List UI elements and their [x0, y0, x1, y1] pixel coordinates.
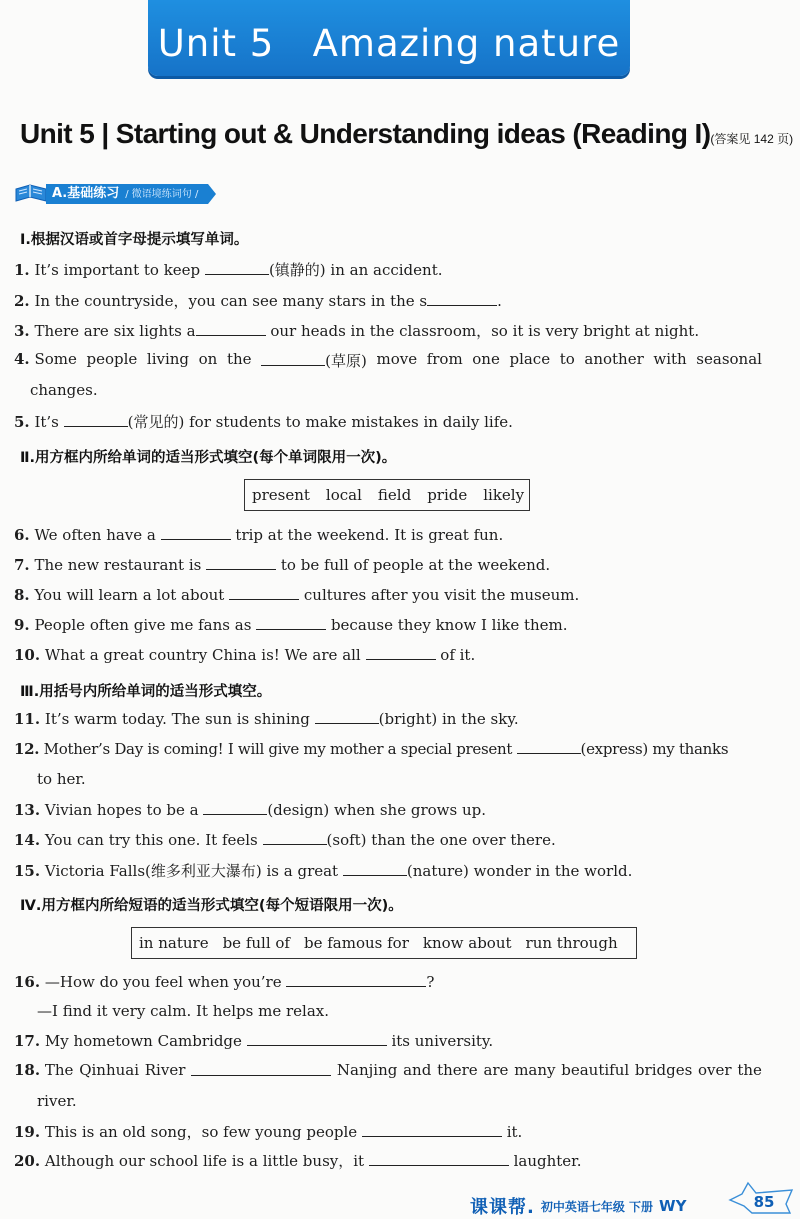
- q4-w10: to: [559, 350, 575, 368]
- q5-pre: It’s: [34, 413, 64, 431]
- q4-w11: another: [584, 350, 644, 368]
- word-box-item: local: [325, 486, 362, 504]
- q19-post: it.: [501, 1123, 523, 1141]
- q18-num: 18.: [14, 1061, 41, 1079]
- q4-num: 4.: [14, 350, 30, 368]
- word-box-item: pride: [427, 486, 468, 504]
- q14-pre: You can try this one. It feels: [44, 831, 263, 849]
- q17-pre: My hometown Cambridge: [44, 1032, 247, 1050]
- q18-w2: Qinhuai: [79, 1061, 140, 1079]
- q2-post: .: [497, 292, 502, 310]
- lesson-title-text: Unit 5 | Starting out & Understanding ideas (Reading I): [20, 118, 711, 149]
- q4-w12: with: [653, 350, 687, 368]
- q12-num: 12.: [14, 740, 40, 758]
- question-20: [14, 1150, 770, 1171]
- question-4: [14, 350, 762, 371]
- q18-w9: beautiful: [561, 1061, 630, 1079]
- q14-blank[interactable]: [263, 830, 327, 845]
- q7-blank[interactable]: [206, 555, 276, 570]
- q19-blank[interactable]: [362, 1122, 502, 1137]
- q16-reply: —I find it very calm. It helps me relax.: [37, 1002, 329, 1020]
- q17-num: 17.: [14, 1032, 41, 1050]
- q12-pre: Mother’s Day is coming! I will give my mother a special present: [43, 740, 517, 758]
- q15-pre: Victoria Falls(维多利亚大瀑布) is a great: [44, 862, 343, 880]
- q16-pre: —How do you feel when you’re: [44, 973, 287, 991]
- q14-num: 14.: [14, 831, 41, 849]
- q20-num: 20.: [14, 1152, 41, 1170]
- q4-w5: the: [226, 350, 252, 368]
- word-box-item: likely: [483, 486, 525, 504]
- q5-blank[interactable]: [64, 412, 128, 427]
- question-17: [14, 1031, 770, 1050]
- q18-continuation: river.: [37, 1092, 77, 1110]
- q9-num: 9.: [14, 616, 30, 634]
- q11-num: 11.: [14, 710, 41, 728]
- q6-num: 6.: [14, 526, 30, 544]
- q17-post: its university.: [386, 1032, 494, 1050]
- q19-pre: This is an old song，so few young people: [44, 1123, 362, 1141]
- q10-blank[interactable]: [366, 645, 436, 660]
- phrase-box-item: know about: [422, 934, 512, 952]
- q7-num: 7.: [14, 556, 30, 574]
- q4-continuation: changes.: [30, 381, 98, 399]
- q15-num: 15.: [14, 862, 41, 880]
- q13-post: (design) when she grows up.: [267, 801, 486, 819]
- section-a-label: A.基础练习: [52, 186, 120, 201]
- answer-reference: (答案见 142 页): [710, 132, 794, 146]
- q2-blank[interactable]: [427, 291, 497, 306]
- section-a-sub: / 微语境练词句 /: [125, 189, 199, 200]
- q11-blank[interactable]: [315, 709, 379, 724]
- footer-book: 初中英语七年级 下册: [540, 1199, 654, 1214]
- section-a-arrow: [208, 184, 216, 204]
- q4-w4: on: [198, 350, 218, 368]
- q4-w1: Some: [34, 350, 77, 368]
- q9-blank[interactable]: [256, 615, 326, 630]
- q16-num: 16.: [14, 973, 41, 991]
- phrase-box-item: in nature: [139, 934, 209, 952]
- footer-edition: WY: [659, 1197, 687, 1215]
- q9-pre: People often give me fans as: [34, 616, 257, 634]
- page-number: 85: [753, 1193, 775, 1211]
- q1-post: (镇静的) in an accident.: [268, 261, 443, 279]
- q8-num: 8.: [14, 586, 30, 604]
- q5-post: (常见的) for students to make mistakes in daily life.: [127, 413, 513, 431]
- q18-w5: and: [403, 1061, 432, 1079]
- footer-brand: 课课帮.: [470, 1197, 535, 1218]
- question-19: [14, 1121, 770, 1142]
- question-6: [14, 525, 770, 544]
- q4-w2: people: [86, 350, 138, 368]
- footer: [470, 1193, 686, 1219]
- q3-num: 3.: [14, 322, 30, 340]
- q4-w3: living: [146, 350, 190, 368]
- question-3: [14, 320, 770, 341]
- q18-w12: the: [737, 1061, 762, 1079]
- q18-w7: are: [483, 1061, 509, 1079]
- phrase-box: [131, 927, 637, 959]
- q12-continuation: to her.: [37, 770, 86, 788]
- question-12: [14, 739, 770, 758]
- q15-blank[interactable]: [343, 861, 407, 876]
- q1-blank[interactable]: [205, 260, 269, 275]
- q20-post: laughter.: [508, 1152, 582, 1170]
- q18-w11: over: [698, 1061, 732, 1079]
- q13-pre: Vivian hopes to be a: [44, 801, 204, 819]
- q16-post: ?: [426, 973, 435, 991]
- question-8: [14, 585, 770, 604]
- lesson-title: [20, 118, 793, 150]
- unit-title: Unit 5 Amazing nature: [157, 22, 621, 65]
- q10-post: of it.: [435, 646, 476, 664]
- q4-blank[interactable]: [261, 351, 325, 366]
- phrase-box-item: be famous for: [303, 934, 409, 952]
- q20-blank[interactable]: [369, 1151, 509, 1166]
- q19-num: 19.: [14, 1123, 41, 1141]
- q4-w8: one: [472, 350, 500, 368]
- q8-post: cultures after you visit the museum.: [299, 586, 580, 604]
- q18-w3: River: [144, 1061, 186, 1079]
- part2-heading: Ⅱ.用方框内所给单词的适当形式填空(每个单词限用一次)。: [20, 450, 397, 466]
- question-9: [14, 615, 770, 634]
- q14-post: (soft) than the one over there.: [326, 831, 556, 849]
- q18-blank[interactable]: [191, 1061, 331, 1076]
- q4-w6: move: [376, 350, 418, 368]
- q13-blank[interactable]: [203, 800, 267, 815]
- q6-post: trip at the weekend. It is great fun.: [230, 526, 504, 544]
- phrase-box-item: be full of: [222, 934, 290, 952]
- q3-blank[interactable]: [196, 321, 266, 336]
- q11-pre: It’s warm today. The sun is shining: [44, 710, 315, 728]
- part3-heading: Ⅲ.用括号内所给单词的适当形式填空。: [20, 684, 272, 700]
- q9-post: because they know I like them.: [326, 616, 568, 634]
- q16-blank[interactable]: [286, 972, 426, 987]
- q10-pre: What a great country China is! We are all: [44, 646, 366, 664]
- q7-post: to be full of people at the weekend.: [276, 556, 551, 574]
- unit-banner: [148, 0, 630, 76]
- q18-w8: many: [514, 1061, 556, 1079]
- q18-w4: Nanjing: [336, 1061, 398, 1079]
- q1-num: 1.: [14, 261, 30, 279]
- q12-post: (express) my thanks: [580, 740, 729, 758]
- q18-w1: The: [44, 1061, 74, 1079]
- question-2: [14, 290, 770, 311]
- q4-w9: place: [509, 350, 551, 368]
- q3-post: our heads in the classroom，so it is very bright at night.: [265, 322, 700, 340]
- q11-post: (bright) in the sky.: [378, 710, 519, 728]
- question-14: [14, 830, 770, 849]
- q1-pre: It’s important to keep: [34, 261, 205, 279]
- question-10: [14, 645, 770, 664]
- q4-w7: from: [426, 350, 463, 368]
- part1-heading: Ⅰ.根据汉语或首字母提示填写单词。: [20, 232, 249, 248]
- part4-heading: Ⅳ.用方框内所给短语的适当形式填空(每个短语限用一次)。: [20, 898, 403, 914]
- phrase-box-item: run through: [525, 934, 618, 952]
- q17-blank[interactable]: [247, 1031, 387, 1046]
- word-box-item: present: [252, 486, 310, 504]
- q8-pre: You will learn a lot about: [34, 586, 230, 604]
- word-box-item: field: [377, 486, 412, 504]
- section-a-header: [14, 183, 216, 205]
- book-icon: [14, 183, 48, 205]
- question-5: [14, 411, 770, 432]
- q10-num: 10.: [14, 646, 41, 664]
- q6-blank[interactable]: [161, 525, 231, 540]
- q3-pre: There are six lights a: [34, 322, 196, 340]
- q18-w6: there: [437, 1061, 478, 1079]
- q8-blank[interactable]: [229, 585, 299, 600]
- question-16: [14, 972, 770, 991]
- question-7: [14, 555, 770, 574]
- q20-pre: Although our school life is a little busy，it: [44, 1152, 369, 1170]
- q4-hint: (草原): [325, 352, 367, 370]
- q5-num: 5.: [14, 413, 30, 431]
- section-a-pill: [46, 184, 208, 204]
- question-1: [14, 259, 770, 280]
- q15-post: (nature) wonder in the world.: [406, 862, 633, 880]
- q18-w10: bridges: [634, 1061, 693, 1079]
- q2-pre: In the countryside，you can see many stars in the s: [34, 292, 428, 310]
- question-13: [14, 800, 770, 819]
- q6-pre: We often have a: [34, 526, 161, 544]
- q12-blank[interactable]: [517, 739, 581, 754]
- q4-w13: seasonal: [696, 350, 762, 368]
- q2-num: 2.: [14, 292, 30, 310]
- q7-pre: The new restaurant is: [34, 556, 207, 574]
- q13-num: 13.: [14, 801, 41, 819]
- word-box: [244, 479, 530, 511]
- question-15: [14, 860, 770, 881]
- question-18: [14, 1061, 762, 1079]
- question-11: [14, 709, 770, 728]
